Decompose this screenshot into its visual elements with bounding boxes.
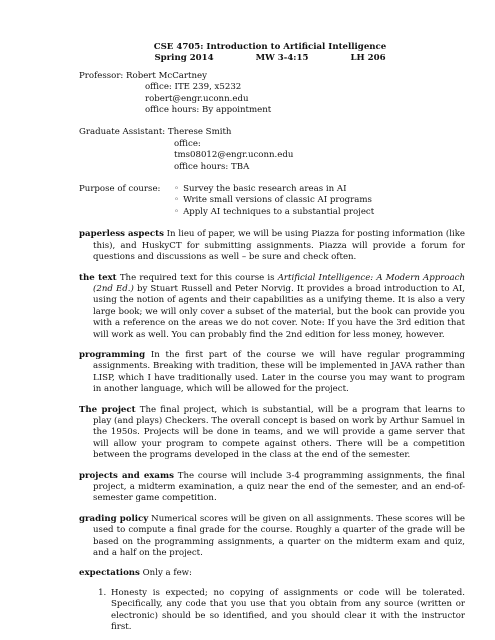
section-heading: expectations bbox=[79, 568, 140, 579]
purpose-item: ◦ Survey the basic research areas in AI bbox=[174, 184, 374, 195]
section-expectations bbox=[79, 568, 465, 579]
ta-hours: office hours: TBA bbox=[174, 161, 250, 172]
section-body: In the first part of the course we will have regular programming assignments. Breaking with tradition, these will be implemented in JAVA rather than LISP, which I have traditionally used. Later in the course you may want to program in another language, which will be allowed for the project. bbox=[93, 349, 465, 395]
textbook-title: Artificial Intelligence: A Modern Approach (2nd Ed.) bbox=[93, 272, 466, 294]
section-body: The course will include 3-4 programming assignments, the final project, a midterm examination, a quiz near the end of the semester, and an end-of-semester game competition. bbox=[93, 470, 465, 504]
section-text bbox=[79, 273, 465, 341]
purpose-label: Purpose of course: bbox=[79, 184, 161, 195]
course-days-time: MW 3-4:15 bbox=[255, 53, 309, 64]
professor-info bbox=[79, 71, 465, 117]
section-heading: programming bbox=[79, 349, 146, 360]
course-term: Spring 2014 bbox=[154, 53, 214, 64]
section-project bbox=[79, 405, 465, 462]
section-heading: projects and exams bbox=[79, 470, 174, 481]
section-body: Numerical scores will be given on all assignments. These scores will be used to compute a final grade for the course. Roughly a quarter of the grade will be based on the programming assignments, a quarter on the midterm exam and quiz, and a half on the project. bbox=[93, 513, 466, 559]
professor-email: robert@engr.uconn.edu bbox=[145, 93, 249, 104]
professor-hours: office hours: By appointment bbox=[145, 105, 272, 116]
section-heading: paperless aspects bbox=[79, 229, 164, 240]
expectation-item: 1. Honesty is expected; no copying of assignments or code will be tolerated. Specifically, any code that you use that you obtain from any source (written or electronic) should be so identified, and you should clear it with the instructor first. bbox=[109, 588, 465, 634]
course-title: CSE 4705: Introduction to Artificial Intelligence bbox=[153, 42, 387, 52]
course-header bbox=[75, 42, 465, 65]
professor-name: Professor: Robert McCartney bbox=[79, 70, 207, 81]
purpose-list bbox=[174, 184, 374, 218]
section-body: Only a few: bbox=[142, 568, 192, 579]
purpose-item: ◦ Write small versions of classic AI programs bbox=[174, 195, 374, 206]
ta-office: office: bbox=[174, 138, 201, 149]
section-projects-exams bbox=[79, 471, 465, 505]
ta-info bbox=[79, 127, 465, 173]
section-body: The required text for this course is bbox=[119, 272, 275, 283]
section-heading: grading policy bbox=[79, 513, 149, 524]
section-heading: The project bbox=[79, 404, 136, 415]
course-room: LH 206 bbox=[350, 53, 386, 64]
ta-email: tms08012@engr.uconn.edu bbox=[174, 150, 294, 161]
section-programming bbox=[79, 350, 465, 396]
section-grading bbox=[79, 514, 465, 560]
section-paperless bbox=[79, 229, 465, 263]
professor-office: office: ITE 239, x5232 bbox=[145, 82, 242, 93]
section-body: by Stuart Russell and Peter Norvig. It provides a broad introduction to AI, using the notion of agents and their capabilities as a unifying theme. It is also a very large book; we will only cover a subset of the material, but the book can provide you with a reference on the areas we do not cover. Note: If you have the 3rd edition that will work as well. You can probably find the 2nd edition for less money, however. bbox=[93, 283, 465, 340]
expectations-list bbox=[79, 588, 465, 634]
purpose-item: ◦ Apply AI techniques to a substantial project bbox=[174, 207, 374, 218]
section-body: In lieu of paper, we will be using Piazza for posting information (like this), and HuskyCT for submitting assignments. Piazza will provide a forum for questions and discussions as well – be sure and check often. bbox=[93, 229, 466, 263]
purpose-of-course bbox=[79, 184, 465, 218]
section-heading: the text bbox=[79, 272, 117, 283]
section-body: The final project, which is substantial, will be a program that learns to play (and plays) Checkers. The overall concept is based on work by Arthur Samuel in the 1950s. Projects will be done in teams, and we will provide a game server that will allow your program to compete against others. There will be a competition between the programs developed in the class at the end of the semester. bbox=[93, 404, 466, 461]
course-schedule bbox=[75, 53, 465, 64]
ta-name: Graduate Assistant: Therese Smith bbox=[79, 127, 232, 138]
